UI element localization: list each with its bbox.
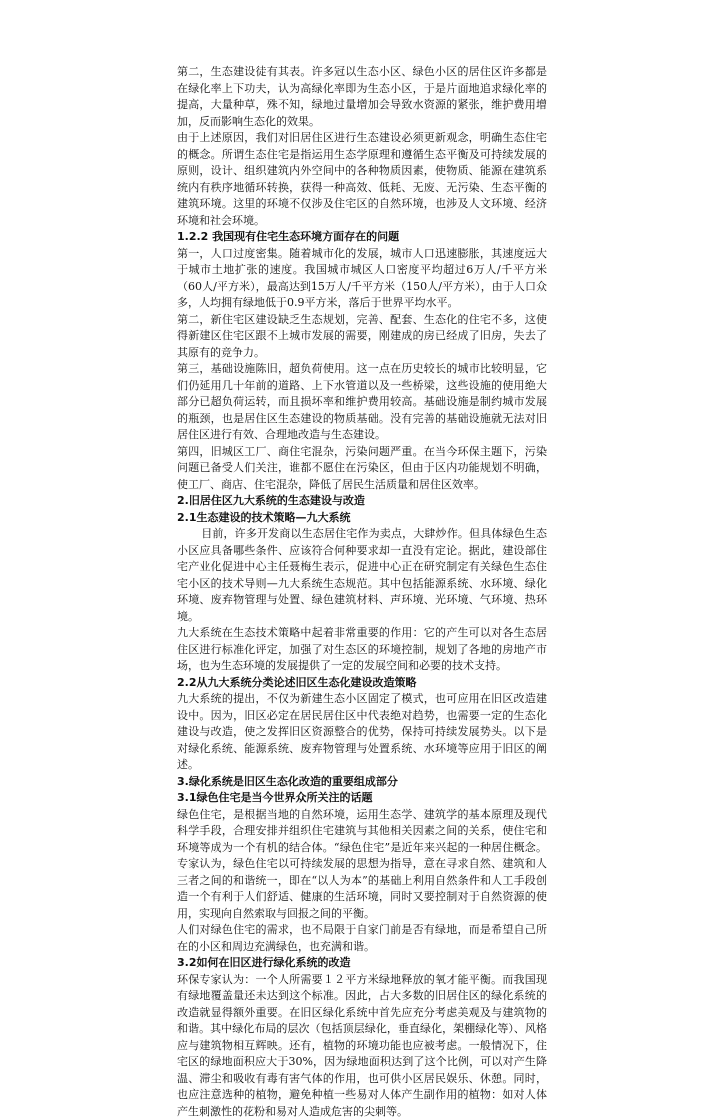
paragraph: 目前，许多开发商以生态居住宅作为卖点，大肆炒作。但具体绿色生态小区应具备哪些条件、应该符合何种要求却一直没有定论。据此，建设部住宅产业化促进中心主任聂梅生表示，促进中心正在研究制定有关绿色生态住宅小区的技术导则—九大系统生态规范。其中包括能源系统、水环境、绿化环境、废弃物管理与处置、绿色建筑材料、声环境、光环境、气环境、热环境。 (177, 526, 547, 625)
paragraph: 第一，人口过度密集。随着城市化的发展，城市人口迅速膨胀，其速度远大于城市土地扩张的速度。我国城市城区人口密度平均超过6万人/千平方米（60人/平方米），最高达到15万人/千平方米（150人/平方米），由于人口众多，人均拥有绿地低于0.9平方米，落后于世界平均水平。 (177, 246, 547, 312)
paragraph: 九大系统在生态技术策略中起着非常重要的作用：它的产生可以对各生态居住区进行标准化评定，加强了对生态区的环境控制，规划了各地的房地产市场，也为生态环境的发展提供了一定的发展空间和必要的技术支持。 (177, 625, 547, 675)
section-heading: 3.2如何在旧区进行绿化系统的改造 (177, 955, 547, 972)
paragraph: 第二，生态建设徒有其表。许多冠以生态小区、绿色小区的居住区许多都是在绿化率上下功夫，认为高绿化率即为生态小区，于是片面地追求绿化率的提高，大量种草，殊不知，绿地过量增加会导致水资源的紧张，维护费用增加，反而影响生态化的效果。 (177, 64, 547, 130)
paragraph: 绿色住宅，是根据当地的自然环境，运用生态学、建筑学的基本原理及现代科学手段，合理安排并组织住宅建筑与其他相关因素之间的关系，使住宅和环境等成为一个有机的结合体。“绿色住宅”是近年来兴起的一种居住概念。专家认为，绿色住宅以可持续发展的思想为指导，意在寻求自然、建筑和人三者之间的和谐统一，即在“以人为本”的基础上利用自然条件和人工手段创造一个有利于人们舒适、健康的生活环境，同时又要控制对于自然资源的使用，实现向自然索取与回报之间的平衡。 (177, 807, 547, 923)
paragraph: 第三，基础设施陈旧，超负荷使用。这一点在历史较长的城市比较明显，它们仍延用几十年前的道路、上下水管道以及一些桥梁，这些设施的使用绝大部分已超负荷运转，而且损坏率和维护费用较高。基础设施是制约城市发展的瓶颈，也是居住区生态建设的物质基础。没有完善的基础设施就无法对旧居住区进行有效、合理地改造与生态建设。 (177, 361, 547, 444)
document-page (177, 64, 547, 1120)
paragraph: 第四，旧城区工厂、商住宅混杂，污染问题严重。在当今环保主题下，污染问题已备受人们关注，谁都不愿住在污染区，但由于区内功能规划不明确，使工厂、商店、住宅混杂，降低了居民生活质量和居住区效率。 (177, 444, 547, 494)
paragraph: 由于上述原因，我们对旧居住区进行生态建设必须更新观念，明确生态住宅的概念。所谓生态住宅是指运用生态学原理和遵循生态平衡及可持续发展的原则，设计、组织建筑内外空间中的各种物质因素，使物质、能源在建筑系统内有秩序地循环转换，获得一种高效、低耗、无废、无污染、生态平衡的建筑环境。这里的环境不仅涉及住宅区的自然环境，也涉及人文环境、经济环境和社会环境。 (177, 130, 547, 229)
section-heading: 2.旧居住区九大系统的生态建设与改造 (177, 493, 547, 510)
paragraph: 九大系统的提出，不仅为新建生态小区固定了模式，也可应用在旧区改造建设中。因为，旧区必定在居民居住区中代表绝对趋势，也需要一定的生态化建设与改造，使之发挥旧区资源整合的优势，保持可持续发展势头。以下是对绿化系统、能源系统、废弃物管理与处置系统、水环境等应用于旧区的阐述。 (177, 691, 547, 774)
paragraph: 第二，新住宅区建设缺乏生态规划，完善、配套、生态化的住宅不多，这使得新建区住宅区跟不上城市发展的需要，刚建成的房已经成了旧房，失去了其原有的竞争力。 (177, 312, 547, 362)
section-heading: 2.2从九大系统分类论述旧区生态化建设改造策略 (177, 675, 547, 692)
section-heading: 2.1生态建设的技术策略—九大系统 (177, 510, 547, 527)
section-heading: 3.绿化系统是旧区生态化改造的重要组成部分 (177, 774, 547, 791)
section-heading: 3.1绿色住宅是当今世界众所关注的话题 (177, 790, 547, 807)
paragraph: 环保专家认为：一个人所需要１２平方米绿地释放的氧才能平衡。而我国现有绿地覆盖量还未达到这个标准。因此，占大多数的旧居住区的绿化系统的改造就显得额外重要。在旧区绿化系统中首先应充分考虑美观及与建筑物的和谐。其中绿化布局的层次（包括顶层绿化，垂直绿化，架棚绿化等）、风格应与建筑物相互辉映。还有，植物的环境功能也应被考虑。一般情况下，住宅区的绿地面积应大于30%，因为绿地面积达到了这个比例，可以对产生降温、滞尘和吸收有毒有害气体的作用，也可供小区居民娱乐、休憩。同时，也应注意选种的植物，避免种植一些易对人体产生副作用的植物：如对人体产生刺激性的花粉和易对人造成危害的尖刺等。 (177, 972, 547, 1120)
section-heading: 1.2.2 我国现有住宅生态环境方面存在的问题 (177, 229, 547, 246)
paragraph: 人们对绿色住宅的需求，也不局限于自家门前是否有绿地，而是希望自己所在的小区和周边充满绿色，也充满和谐。 (177, 922, 547, 955)
